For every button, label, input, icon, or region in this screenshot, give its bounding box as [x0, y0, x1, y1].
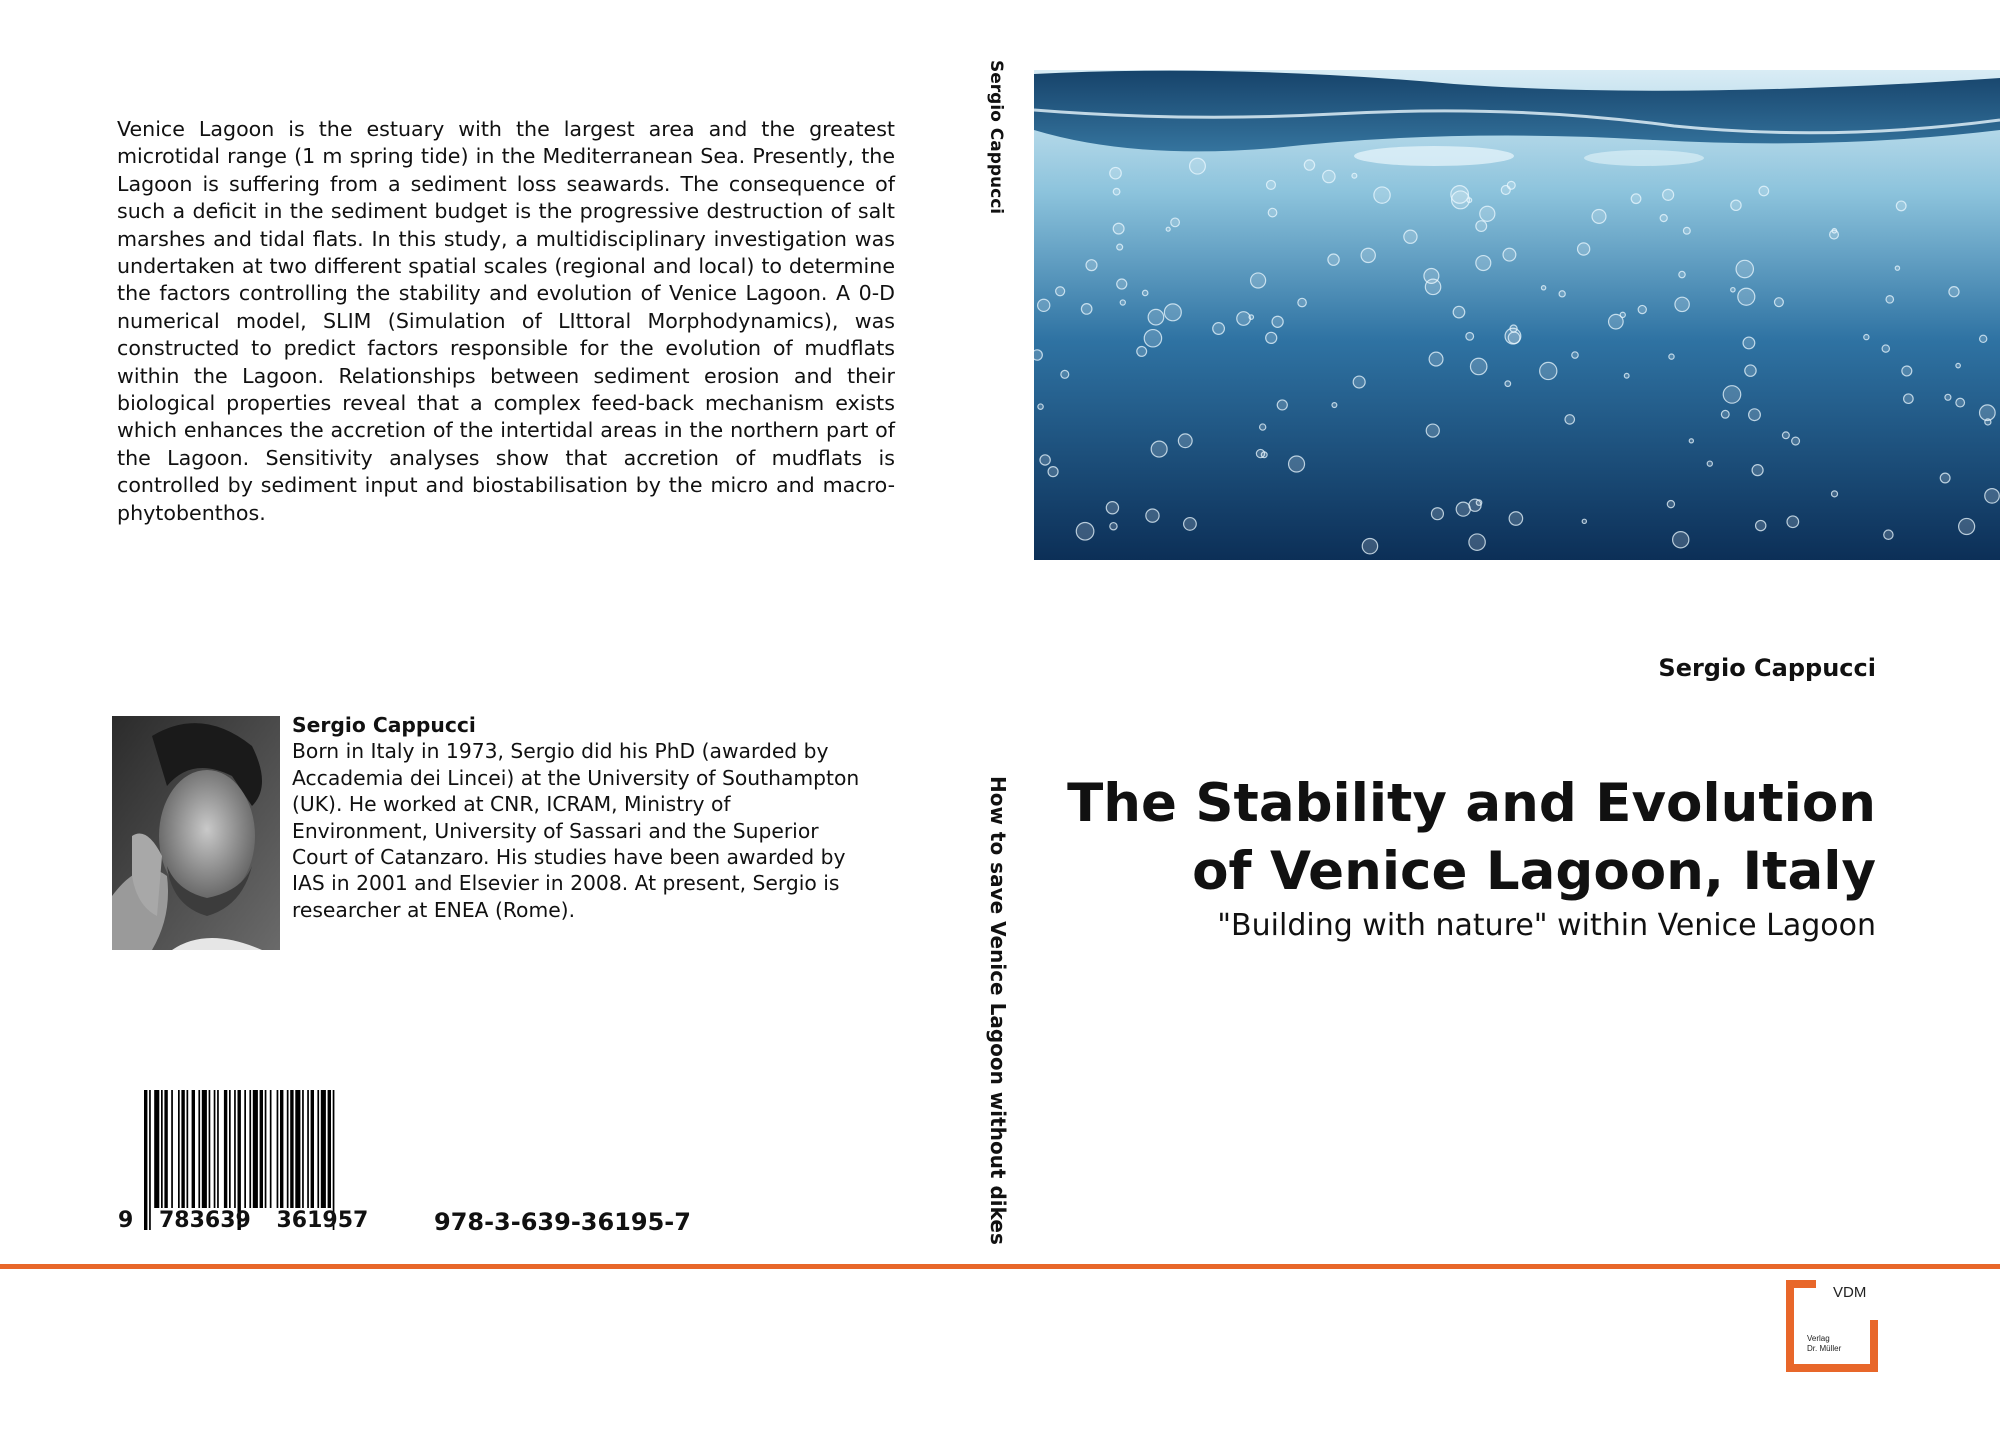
bubble [1076, 522, 1094, 540]
bubble [1624, 373, 1629, 378]
barcode-number: 9 783639 361957 [118, 1208, 369, 1233]
bubble [1756, 520, 1766, 530]
author-portrait-image [112, 716, 280, 950]
bubble [1896, 201, 1906, 211]
bubble [1268, 208, 1277, 217]
front-title-line2: of Venice Lagoon, Italy [1192, 841, 1876, 902]
bubble [1213, 323, 1225, 335]
bubble [1985, 489, 2000, 504]
bubble [1251, 273, 1266, 288]
bubble [1738, 288, 1755, 305]
bubble [1038, 299, 1050, 311]
barcode-bar [270, 1090, 272, 1208]
bubble [1831, 491, 1837, 497]
bubble [1117, 244, 1123, 250]
barcode-bar [280, 1090, 283, 1208]
bubble [1679, 271, 1685, 277]
barcode-bar [154, 1090, 159, 1208]
barcode-bar [171, 1090, 173, 1208]
bubble [1113, 188, 1120, 195]
barcode-bar [265, 1090, 267, 1208]
bubble [1592, 209, 1606, 223]
bubble [1782, 432, 1789, 439]
barcode-bar [328, 1090, 331, 1208]
bubble [1689, 439, 1693, 443]
barcode-bar [321, 1090, 326, 1208]
bubble [1582, 519, 1586, 523]
bubble [1362, 538, 1377, 553]
barcode-bar [161, 1090, 163, 1208]
author-bio-name: Sergio Cappucci [292, 713, 476, 737]
publisher-logo-sub [1807, 1334, 1841, 1354]
bubble [1120, 300, 1125, 305]
barcode-bar [277, 1090, 279, 1208]
bubble [1749, 409, 1761, 421]
bubble [1266, 332, 1277, 343]
bubble [1171, 218, 1180, 227]
isbn-text: 978-3-639-36195-7 [434, 1208, 691, 1236]
bubble [1723, 386, 1741, 404]
bubble [1470, 358, 1486, 374]
front-title-line1: The Stability and Evolution [1067, 773, 1876, 834]
front-author: Sergio Cappucci [1658, 654, 1876, 682]
bubble [1178, 434, 1192, 448]
bubble [1142, 290, 1147, 295]
bubble [1559, 291, 1565, 297]
bubble [1731, 288, 1735, 292]
bubble [1086, 260, 1097, 271]
bubble [1456, 502, 1470, 516]
barcode-bar [217, 1090, 219, 1208]
bubble [1673, 532, 1689, 548]
bubble [1787, 516, 1799, 528]
barcode-bar [214, 1090, 216, 1208]
bubble [1541, 286, 1545, 290]
bubble [1267, 180, 1276, 189]
bubble [1956, 398, 1965, 407]
barcode-bar [224, 1090, 227, 1208]
bubble [1328, 254, 1339, 265]
bubble [1361, 248, 1375, 262]
bubble [1260, 424, 1266, 430]
bubble [1508, 332, 1520, 344]
bubble [1884, 530, 1893, 539]
bubble [1151, 441, 1167, 457]
water-cover-image [1034, 70, 2000, 560]
barcode-bar [260, 1090, 263, 1208]
bubble [1166, 227, 1170, 231]
bubble [1110, 523, 1117, 530]
barcode-bar [178, 1090, 180, 1208]
barcode-bar [290, 1090, 293, 1208]
bubble [1882, 345, 1889, 352]
bubble [1476, 256, 1491, 271]
bubble [1731, 200, 1741, 210]
barcode-bar [209, 1090, 211, 1208]
bubble [1886, 296, 1893, 303]
bubble [1298, 298, 1306, 306]
bubble [1476, 221, 1487, 232]
barcode-bar [295, 1090, 300, 1208]
spine-author: Sergio Cappucci [986, 60, 1006, 215]
bubble [1663, 189, 1674, 200]
author-bio-block [292, 712, 862, 923]
bubble [1956, 363, 1960, 367]
bubble [1669, 354, 1674, 359]
bubble [1572, 352, 1578, 358]
bubble [1404, 230, 1417, 243]
bubble [1426, 424, 1439, 437]
publisher-logo-sub-2: Dr. Müller [1807, 1344, 1842, 1353]
bubble [1620, 312, 1625, 317]
bubble [1675, 297, 1689, 311]
barcode-bar [181, 1090, 184, 1208]
bubble [1184, 518, 1197, 531]
bubble [1332, 403, 1337, 408]
barcode-bar [202, 1090, 207, 1208]
bubble [1249, 315, 1253, 319]
bubble [1510, 325, 1517, 332]
bubble [1048, 467, 1058, 477]
bubble [1774, 298, 1783, 307]
bubble [1480, 206, 1495, 221]
bubble [1117, 279, 1127, 289]
publisher-logo-text: VDM [1833, 1284, 1867, 1301]
bubble [1469, 534, 1485, 550]
barcode-bar [192, 1090, 195, 1208]
bubble [1743, 337, 1755, 349]
bubble [1540, 362, 1557, 379]
bubble [1144, 330, 1161, 347]
bubble [1578, 243, 1590, 255]
bubble [1256, 449, 1264, 457]
barcode-bar [244, 1090, 246, 1208]
bubble [1509, 512, 1522, 525]
bubble [1137, 347, 1147, 357]
bubble [1949, 287, 1959, 297]
bubble [1425, 279, 1440, 294]
orange-divider-rule [0, 1264, 2000, 1269]
front-title [976, 770, 1876, 906]
barcode-bar [311, 1090, 314, 1208]
bubble [1759, 186, 1769, 196]
bubble [1721, 410, 1729, 418]
bubble [1565, 415, 1574, 424]
spine-title: How to save Venice Lagoon without dikes [986, 776, 1010, 1245]
bubble [1792, 437, 1800, 445]
barcode-bar [253, 1090, 258, 1208]
bubble [1034, 350, 1042, 360]
bubble [1660, 214, 1667, 221]
bubble [1505, 381, 1511, 387]
bubble [1110, 167, 1122, 179]
barcode-bar [249, 1090, 251, 1208]
bubble [1683, 227, 1690, 234]
bubble [1352, 173, 1357, 178]
bubble [1501, 186, 1510, 195]
barcode-bar [164, 1090, 167, 1208]
bubble [1190, 158, 1206, 174]
bubble [1323, 170, 1335, 182]
bubble [1061, 370, 1069, 378]
bubble [1038, 404, 1043, 409]
barcode-bar [187, 1090, 189, 1208]
author-bio-text: Born in Italy in 1973, Sergio did his PhD (awarded by Accademia dei Lincei) at the University of Southampton (UK). He worked at CNR, ICRAM, Ministry of Environment, University of Sassari and the Superior Court of Catanzaro. His studies have been awarded by IAS in 2001 and Elsevier in 2008. At present, Sergio is researcher at ENEA (Rome). [292, 739, 860, 922]
bubble [1631, 194, 1641, 204]
back-cover-blurb: Venice Lagoon is the estuary with the largest area and the greatest microtidal range (1 m spring tide) in the Mediterranean Sea. Presently, the Lagoon is suffering from a sediment loss seawards. The consequence of such a deficit in the sediment budget is the progressive destruction of salt marshes and tidal flats. In this study, a multidisciplinary investigation was undertaken at two different spatial scales (regional and local) to determine the factors controlling the stability and evolution of Venice Lagoon. A 0-D numerical model, SLIM (Simulation of LIttoral Morphodynamics), was constructed to predict factors responsible for the evolution of mudflats within the Lagoon. Relationships between sediment erosion and their biological properties reveal that a complex feed-back mechanism exists which enhances the accretion of the intertidal areas in the northern part of the Lagoon. Sensitivity analyses show that accretion of mudflats is controlled by sediment input and biostabilisation by the micro and macro-phytobenthos. [117, 117, 895, 525]
publisher-logo-sub-1: Verlag [1807, 1334, 1830, 1343]
bubble [1453, 306, 1465, 318]
bubble [1895, 266, 1899, 270]
front-subtitle: "Building with nature" within Venice Lagoon [1217, 908, 1876, 943]
barcode-bar [307, 1090, 309, 1208]
bubble [1272, 316, 1283, 327]
bubble [1148, 309, 1164, 325]
bubble [1830, 230, 1839, 239]
bubble [1353, 376, 1365, 388]
bubble [1736, 260, 1753, 277]
barcode-bar [317, 1090, 319, 1208]
bubble [1707, 461, 1712, 466]
bubble [1902, 366, 1912, 376]
barcode-bar [287, 1090, 289, 1208]
bubble [1081, 304, 1092, 315]
bubble [1164, 304, 1181, 321]
barcode-bar [302, 1090, 304, 1208]
bubble [1113, 223, 1124, 234]
bubble [1980, 405, 1996, 421]
bubble [1667, 501, 1674, 508]
bubble [1040, 455, 1050, 465]
bubble [1429, 352, 1443, 366]
bubble [1146, 509, 1159, 522]
author-photo [112, 716, 280, 950]
bubble [1289, 456, 1305, 472]
bubble [1945, 394, 1951, 400]
bubble [1304, 160, 1314, 170]
bubble [1752, 465, 1763, 476]
bubble [1904, 394, 1914, 404]
bubble [1959, 518, 1975, 534]
bubble [1476, 500, 1481, 505]
barcode-bar [229, 1090, 231, 1208]
barcode-bar [198, 1090, 200, 1208]
bubble [1277, 400, 1287, 410]
bubble [1503, 248, 1516, 261]
bubble [1431, 508, 1443, 520]
bubble [1451, 186, 1469, 204]
bubble [1056, 287, 1065, 296]
bubble [1745, 365, 1756, 376]
bubble [1980, 335, 1987, 342]
barcode-bar [234, 1090, 236, 1208]
bubble [1985, 419, 1991, 425]
bubble [1864, 334, 1869, 339]
bubble [1638, 305, 1646, 313]
bubble [1940, 473, 1950, 483]
bubble [1106, 502, 1118, 514]
bubble [1374, 187, 1390, 203]
bubble [1237, 312, 1251, 326]
bubble [1466, 332, 1474, 340]
